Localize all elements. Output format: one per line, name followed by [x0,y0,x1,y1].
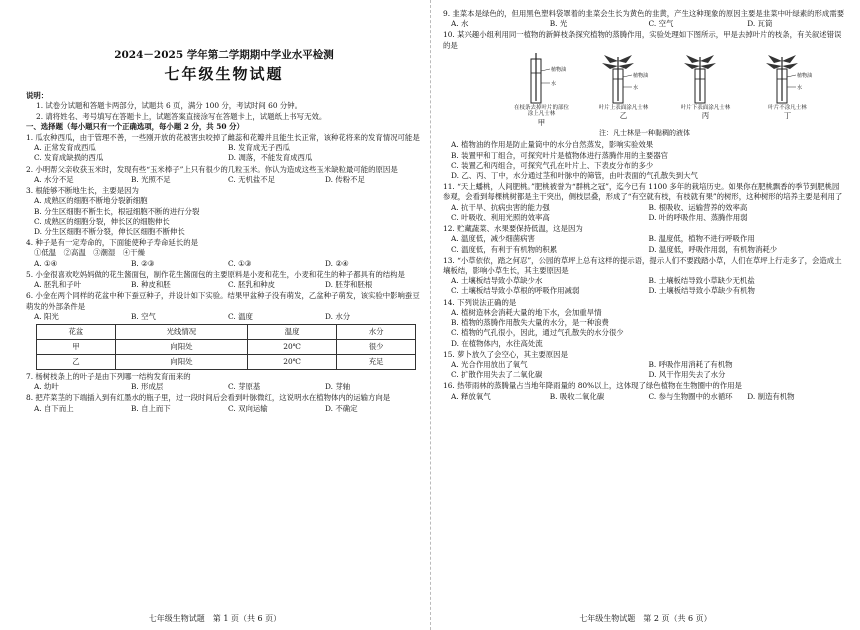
answer-option: A. 正常发育成西瓜 [34,143,96,153]
branch-with-leaves-illustration [596,53,652,105]
answer-option: B. ②③ [131,258,155,268]
question [443,256,846,297]
answer-option: A. 自下而上 [34,403,74,413]
question-stem: 10. 某兴趣小组利用同一植物的新鲜枝条探究植物的蒸腾作用，实验处理如下图所示，甲是去掉叶片的枝条，有关叙述错误的是 [443,30,842,50]
answer-option: A. 温度低，减少细菌病害 [451,234,535,244]
question [26,186,422,237]
answer-option: A. 成熟区的细胞不断地分裂新细胞 [34,196,148,206]
figure-note: 注：凡士林是一种黏稠的液体 [599,128,690,137]
question-list-right-b [443,140,846,401]
option-list [443,234,846,254]
experiment-table [36,324,416,370]
table-cell: 20℃ [248,354,337,369]
figure-setup [678,53,734,128]
answer-option: B. 光照不足 [131,174,171,184]
figure-caption: 叶片不涂凡士林 [768,104,807,111]
option-list [26,143,422,163]
table-cell: 向阳处 [115,354,247,369]
answer-option: C. 叶吸收、利用光照的效率高 [451,212,550,222]
answer-option: B. 植物的蒸腾作用散失大量的水分，是一种浪费 [451,318,609,328]
figure-setup [596,53,652,128]
answer-option: B. 温度低，植物不进行呼吸作用 [648,234,755,244]
answer-option: D. 不确定 [325,403,358,413]
answer-option: C. 无机盐不足 [228,174,276,184]
option-list [443,360,846,380]
answer-option: A. 抗干旱、抗病虫害的能力强 [451,202,550,212]
question-list-left-a [26,133,422,322]
answer-option: D. 水分 [325,311,351,321]
option-list [26,259,422,269]
figure-caption: 在枝条去掉叶片的部位涂上凡士林 [513,104,569,118]
answer-option: B. 根吸收、运输营养的效率高 [648,202,748,212]
figure-setup [760,53,816,128]
answer-option: C. 温度低，有利于有机物的积累 [451,244,558,254]
table-cell: 甲 [37,339,116,354]
option-list [26,312,422,322]
answer-option: C. 植物的气孔很小，因此，通过气孔散失的水分很少 [451,328,624,338]
page-footer: 七年级生物试题 第 2 页（共 6 页） [579,613,712,623]
table-row [37,339,416,354]
question [26,133,422,164]
question-stem: 8. 把芹菜茎的下端插入到有红墨水的瓶子里，过一段时间后会看到叶脉微红，这说明水在植物体内的运输方向是 [26,393,391,403]
branch-with-leaves-illustration [678,53,734,105]
question-stem: 11. “天上蟠桃，人间肥桃。”肥桃被誉为“群桃之冠”，迄今已有 1100 多年的栽培历史。如果你在肥桃飘香的季节到肥桃园参观，会看到每棵桃树都是主干突出，侧枝层叠，形成了“有空就有枝，有枝就有果”的树形，这种树形的培养主要是利用了 [443,182,843,202]
answer-option: A. 水分不足 [34,174,74,184]
question-stem: 15. 萝卜放久了会空心，其主要原因是 [443,349,568,359]
answer-option: C. 空气 [648,19,674,29]
answer-option: D. 叶的呼吸作用、蒸腾作用弱 [648,212,748,222]
table-row [37,354,416,369]
question-stem: 1. 瓜农种西瓜，由于管理不善，一些刚开放的花被害虫咬掉了雌蕊和花瓣并且能生长正常，该种花将来的发育情况可能是 [26,133,420,143]
question [26,165,422,185]
question-stem: 7. 杨树枝条上的叶子是由下列哪一结构发育而来的 [26,371,191,381]
question-stem: 2. 小明帮父亲收获玉米时，发现有些“玉米棒子”上只有很少的几粒玉米。你认为造成这些玉米缺粒最可能的原因是 [26,164,398,174]
option-list [26,175,422,185]
answer-option: C. 装置乙和丙组合，可探究气孔在叶片上、下表皮分布的多少 [451,160,654,170]
answer-option: C. 胚乳和种皮 [228,280,276,290]
answer-option: A. 幼叶 [34,382,59,392]
question-stem: 16. 热带雨林的蒸腾量占当地年降雨量的 80%以上，这体现了绿色植物在生物圈中的作用是 [443,381,742,391]
answer-option: C. ①③ [228,258,252,268]
answer-option: A. 水 [451,19,469,29]
answer-option: C. 芽原基 [228,382,261,392]
answer-option: B. 分生区细胞不断生长，根冠细胞不断的进行分裂 [34,206,200,216]
figure-label: 乙 [619,111,628,121]
question [443,9,846,29]
answer-option: C. 土壤板结导致小草根的呼吸作用减弱 [451,286,580,296]
question [443,298,846,349]
option-list [443,140,846,181]
instruction-2: 2. 请将姓名、考号填写在答题卡上，试题答案直接涂写在答题卡上，试题纸上书写无效。 [36,111,327,121]
question-stem: 3. 根能够不断地生长，主要是因为 [26,186,139,196]
figure-caption: 叶片上表面涂凡士林 [598,104,649,111]
table-cell: 乙 [37,354,116,369]
question-sub-options: ①低温 ②高温 ③潮湿 ④干燥 [34,248,145,258]
page-2 [430,0,860,630]
answer-option: C. 成熟区的细胞分裂，伸长区的细胞伸长 [34,216,170,226]
answer-option: D. 土壤板结导致小草缺少有机物 [648,286,755,296]
answer-option: A. 光合作用放出了氧气 [451,359,528,369]
exam-header: 2024－2025 学年第二学期期中学业水平检测 [114,49,334,61]
answer-option: C. 参与生物圈中的水循环 [648,391,733,401]
question-stem: 6. 小金在两个同样的花盆中种下蚕豆种子，并设计如下实验。结果甲盆种子没有萌发，乙盆种子萌发，该实验中影响蚕豆萌发的外部条件是 [26,291,420,311]
table-header: 温度 [248,324,337,339]
answer-option: A. 释放氧气 [451,391,491,401]
label-water: 水 [632,84,638,91]
answer-option: D. 风干作用失去了水分 [648,370,726,380]
option-list [26,280,422,290]
option-list [26,382,422,392]
option-list [26,196,422,237]
answer-option: D. 凋落，不能发育成西瓜 [228,153,313,163]
question [443,182,846,223]
answer-option: D. 芽轴 [325,382,351,392]
question [443,350,846,381]
table-header: 花盆 [37,324,116,339]
answer-option: D. 温度低，呼吸作用弱，有机物消耗少 [648,244,778,254]
question [443,224,846,255]
answer-option: D. 瓦筒 [747,19,773,29]
answer-option: B. 发育成无子西瓜 [228,143,290,153]
answer-option: B. 空气 [131,311,156,321]
table-cell: 向阳处 [115,339,247,354]
answer-option: B. 自上而下 [131,403,171,413]
answer-option: D. 乙、丙、丁中，水分通过茎和叶脉中的筛管，由叶表面的气孔散失到大气 [451,171,698,181]
question-stem: 4. 种子是有一定寿命的，下面能使种子寿命延长的是 [26,238,198,248]
question-list-right-a [443,9,846,51]
label-oil: 植物油 [550,66,566,73]
question [26,393,422,413]
answer-option: A. 胚乳和子叶 [34,280,81,290]
table-cell: 很少 [337,339,416,354]
answer-option: B. 土壤板结导致小草缺少无机盐 [648,276,755,286]
figure-label: 丁 [783,111,792,121]
branch-with-leaves-illustration [760,53,816,105]
label-water: 水 [796,84,802,91]
answer-option: C. 扩散作用失去了二氧化碳 [451,370,543,380]
question [443,140,846,181]
question [26,270,422,290]
answer-option: D. 制造有机物 [747,391,795,401]
question [26,291,422,322]
label-water: 水 [550,80,556,87]
answer-option: C. 温度 [228,311,253,321]
table-cell: 充足 [337,354,416,369]
answer-option: C. 双向运输 [228,403,268,413]
question-stem: 5. 小金很喜欢吃妈妈做的花生酱面包，制作花生酱面包的主要原料是小麦和花生，小麦和花生的种子都具有的结构是 [26,269,405,279]
table-header: 光线情况 [115,324,247,339]
page-footer: 七年级生物试题 第 1 页（共 6 页） [148,613,282,623]
option-list [443,19,846,29]
section-heading: 一、选择题（每小题只有一个正确选项，每小题 2 分，共 50 分） [26,121,244,131]
answer-option: D. ②④ [325,258,349,268]
answer-option: C. 发育成缺损的西瓜 [34,153,104,163]
answer-option: A. 土壤板结导致小草缺少水 [451,276,543,286]
question-stem: 13. “小草依依，踏之何忍”，公园的草坪上总有这样的提示语，提示人们不要践踏小草，人们在草坪上行走多了，会造成土壤板结，影响小草生长，其主要原因是 [443,255,842,275]
answer-option: A. 阳光 [34,311,59,321]
question [26,372,422,392]
option-list [443,276,846,296]
figure-label: 丙 [701,111,710,121]
table-header: 水分 [337,324,416,339]
transpiration-figure [483,53,846,128]
exam-title: 七年级生物试题 [164,65,284,84]
label-oil: 植物油 [796,72,812,79]
answer-option: B. 种皮和胚 [131,280,171,290]
label-oil: 植物油 [632,72,648,79]
option-list [443,392,846,402]
answer-option: A. 植物油的作用是防止量筒中的水分自然蒸发，影响实验效果 [451,140,654,150]
question-stem: 12. 贮藏蔬菜、水果要保持低温，这是因为 [443,224,583,234]
question [443,30,846,50]
question-stem: 14. 下列说法正确的是 [443,297,517,307]
answer-option: D. 传粉不足 [325,174,365,184]
answer-option: D. 胚芽和胚根 [325,280,373,290]
figure-caption: 叶片下表面涂凡士林 [680,104,731,111]
answer-option: B. 光 [549,19,568,29]
question-stem: 9. 韭菜本是绿色的，但用黑色塑料袋罩着的韭菜会生长为黄色的韭黄，产生这种现象的原因主要是韭菜中叶绿素的形成需要 [443,9,845,18]
answer-option: A. 植树造林会消耗大量的地下水，会加重旱情 [451,307,602,317]
instruction-1: 1. 试卷分试题和答题卡两部分，试题共 6 页，满分 100 分，考试时间 60 分钟。 [36,101,303,111]
option-list [443,203,846,223]
answer-option: D. 分生区细胞不断分裂，伸长区细胞不断伸长 [34,227,185,237]
figure-setup [514,53,570,128]
option-list [26,404,422,414]
answer-option: B. 吸收二氧化碳 [549,391,605,401]
question-list-left-b [26,372,422,414]
answer-option: D. 在植物体内，水往高处流 [451,338,543,348]
answer-option: B. 装置甲和丁组合，可探究叶片是植物体进行蒸腾作用的主要器官 [451,150,669,160]
answer-option: B. 形成层 [131,382,164,392]
answer-option: A. ①④ [34,258,58,268]
figure-label: 甲 [537,117,546,127]
instructions-heading: 说明： [26,91,49,101]
option-list [443,308,846,349]
question [26,238,422,269]
table-cell: 20℃ [248,339,337,354]
question [443,381,846,401]
answer-option: B. 呼吸作用消耗了有机物 [648,359,733,369]
branch-no-leaves-illustration [514,53,570,105]
